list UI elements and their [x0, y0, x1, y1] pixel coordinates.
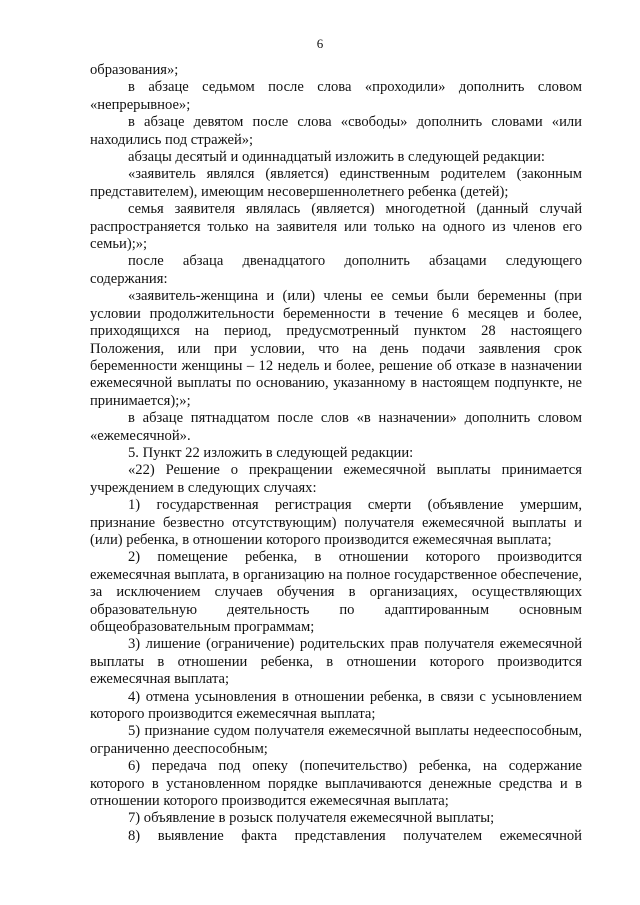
paragraph-1: образования»; [90, 62, 179, 78]
paragraph-8: «заявитель-женщина и (или) члены ее семьи были беременны (при условии продолжительности беременности в течение 6 месяцев и более, приходящихся на период, предусмотренный пунктом 28 настоящего Положения, или при условии, что на день подачи заявления срок беременности женщины – 12 недель и более, решение об отказе в назначении ежемесячной выплаты по основанию, указанному в настоящем подпункте, не принимается);»; [90, 288, 582, 409]
paragraph-4: абзацы десятый и одиннадцатый изложить в следующей редакции: [128, 149, 545, 166]
paragraph-16: 5) признание судом получателя ежемесячной выплаты недееспособным, ограниченно дееспособным; [90, 723, 582, 757]
document-body [90, 62, 582, 845]
paragraph-15: 4) отмена усыновления в отношении ребенка, в связи с усыновлением которого производится ежемесячная выплата; [90, 688, 582, 723]
paragraph-19: 8) выявление факта представления получателем ежемесячной [128, 827, 582, 844]
page-number: 6 [316, 36, 324, 51]
paragraph-3: в абзаце девятом после слова «свободы» дополнить словами «или находились под стражей»; [90, 114, 582, 148]
paragraph-5: «заявитель являлся (является) единственным родителем (законным представителем), имеющим несовершеннолетнего ребенка (детей); [90, 166, 582, 200]
paragraph-6: семья заявителя являлась (является) многодетной (данный случай распространяется только на заявителя или только на одного из членов его семьи);»; [90, 201, 582, 253]
paragraph-11: «22) Решение о прекращении ежемесячной выплаты принимается учреждением в следующих случаях: [90, 462, 582, 496]
paragraph-13: 2) помещение ребенка, в отношении которого производится ежемесячная выплата, в организацию на полное государственное обеспечение, за исключением случаев обучения в организациях, осуществляющих образовательную деятельность по адаптированным основным общеобразовательным программам; [90, 549, 582, 635]
paragraph-2: в абзаце седьмом после слова «проходили» дополнить словом «непрерывное»; [90, 79, 582, 113]
paragraph-14: 3) лишение (ограничение) родительских прав получателя ежемесячной выплаты в отношении ребенка, в отношении которого производится ежемесячная выплата; [90, 636, 582, 688]
paragraph-10: 5. Пункт 22 изложить в следующей редакции: [128, 444, 414, 461]
paragraph-12: 1) государственная регистрация смерти (объявление умершим, признание безвестно отсутствующим) получателя ежемесячной выплаты и (или) ребенка, в отношении которого производится ежемесячная выплата; [90, 497, 582, 548]
paragraph-17: 6) передача под опеку (попечительство) ребенка, на содержание которого в установленном порядке выплачиваются денежные средства и в отношении которого производится ежемесячная выплата; [90, 758, 582, 810]
paragraph-7: после абзаца двенадцатого дополнить абзацами следующего содержания: [90, 253, 582, 287]
paragraph-9: в абзаце пятнадцатом после слов «в назначении» дополнить словом «ежемесячной». [90, 410, 582, 444]
paragraph-18: 7) объявление в розыск получателя ежемесячной выплаты; [128, 810, 495, 827]
